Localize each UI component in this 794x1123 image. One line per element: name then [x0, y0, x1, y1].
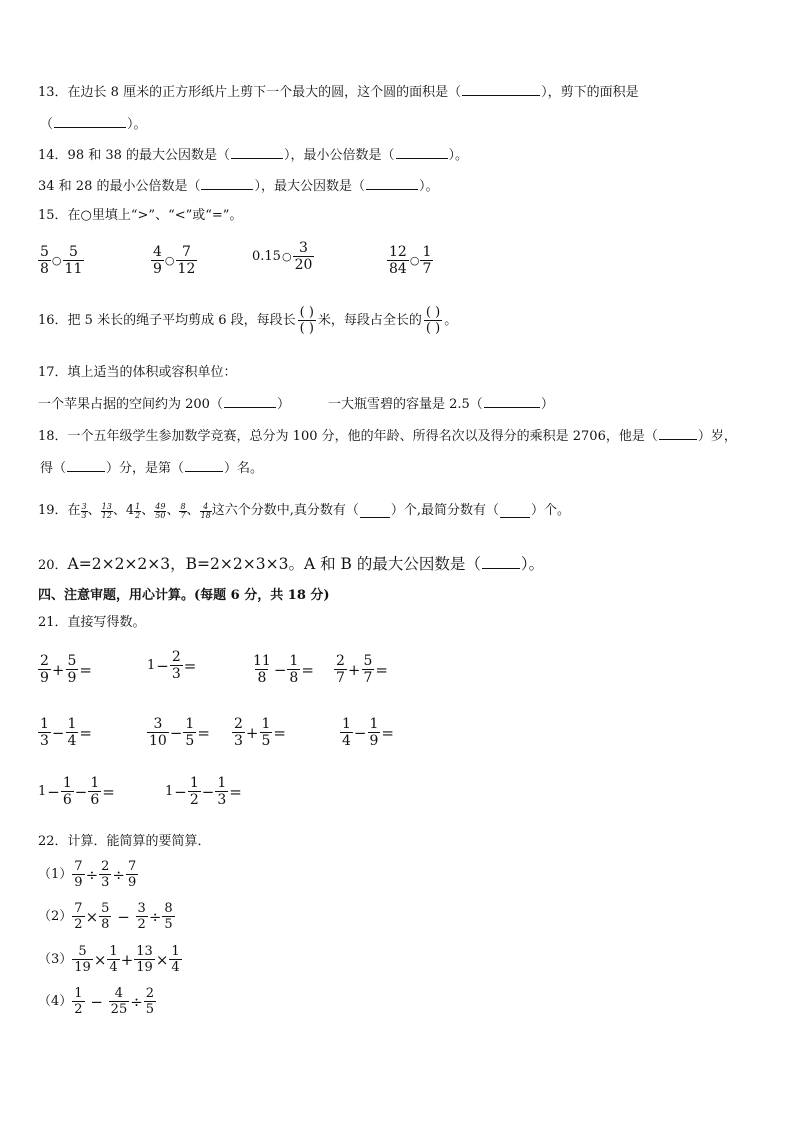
- calc-item: （4） $\frac{1}{2}$ − $\frac{4}{25}$ ÷ $\frac{2}{5}$: [38, 986, 155, 1017]
- question-21-title: 21．直接写得数。: [38, 615, 146, 630]
- compare-circle[interactable]: ○: [409, 254, 420, 267]
- calc-item: 1 − $\frac{1}{2}$ − $\frac{1}{3}$ =: [165, 775, 242, 808]
- calc-item: $\frac{2}{9}$ + $\frac{5}{9}$ =: [40, 653, 92, 686]
- answer-blank[interactable]: [366, 176, 418, 190]
- answer-blank[interactable]: [500, 504, 530, 518]
- question-14-line2: 34 和 28 的最小公倍数是（ ），最大公因数是（ ）。: [38, 176, 439, 196]
- calc-item: $\frac{1}{3}$ − $\frac{1}{4}$ =: [40, 716, 92, 749]
- answer-blank[interactable]: [484, 394, 540, 408]
- compare-circle[interactable]: ○: [51, 254, 62, 267]
- answer-blank[interactable]: [54, 114, 126, 128]
- section-4-title: 四、注意审题，用心计算。(每题 6 分，共 18 分): [38, 588, 330, 603]
- question-13-line1: 13．在边长 8 厘米的正方形纸片上剪下一个最大的圆，这个圆的面积是（ ），剪下的面积是: [38, 82, 639, 102]
- compare-item-3: 0.15 ○ $\frac{3}{20}$: [252, 240, 313, 273]
- question-20: 20．A=2×2×2×3，B=2×2×3×3。A 和 B 的最大公因数是（ ）。: [38, 555, 545, 573]
- calc-item: $\frac{2}{7}$ + $\frac{5}{7}$ =: [336, 653, 388, 686]
- calc-item: （2） $\frac{7}{2}$ × $\frac{5}{8}$ − $\frac{3}{2}$ ÷ $\frac{8}{5}$: [38, 901, 173, 932]
- calc-item: （1） $\frac{7}{9}$ ÷ $\frac{2}{3}$ ÷ $\frac{7}{9}$: [38, 859, 137, 890]
- answer-blank[interactable]: [201, 176, 253, 190]
- question-22-title: 22．计算．能简算的要简算．: [38, 834, 211, 849]
- question-14-line1: 14．98 和 38 的最大公因数是（ ），最小公倍数是（ ）。: [38, 145, 468, 165]
- calc-item: 1 − $\frac{1}{6}$ − $\frac{1}{6}$ =: [38, 775, 115, 808]
- answer-fraction-blank[interactable]: $\frac{( )}{( )}$: [299, 305, 314, 336]
- calc-item: 1 − $\frac{2}{3}$ =: [147, 649, 197, 682]
- question-17-a: 一个苹果占据的空间约为 200（ ）: [38, 394, 290, 414]
- question-16: 16．把 5 米长的绳子平均剪成 6 段，每段长 $\frac{( )}{( )}$ 米，每段占全长的 $\frac{( )}{( )}$ 。: [38, 305, 458, 336]
- calc-item: $\frac{3}{10}$ − $\frac{1}{5}$ =: [149, 716, 210, 749]
- compare-item-4: $\frac{12}{84}$ ○ $\frac{1}{7}$: [389, 244, 432, 277]
- question-17-title: 17．填上适当的体积或容积单位：: [38, 365, 237, 380]
- compare-item-2: $\frac{4}{9}$ ○ $\frac{7}{12}$: [153, 244, 196, 277]
- compare-circle[interactable]: ○: [281, 250, 292, 263]
- question-15-title: 15．在○里填上“>”、“<”或“=”。: [38, 208, 243, 223]
- calc-item: $\frac{2}{3}$ + $\frac{1}{5}$ =: [234, 716, 286, 749]
- answer-blank[interactable]: [396, 145, 448, 159]
- calc-item: $\frac{11}{8}$ − $\frac{1}{8}$ =: [253, 653, 314, 686]
- answer-blank[interactable]: [67, 458, 105, 472]
- answer-blank[interactable]: [231, 145, 283, 159]
- question-18-line2: 得（ ）分，是第（ ）名。: [40, 458, 263, 478]
- calc-item: （3） $\frac{5}{19}$ × $\frac{1}{4}$ + $\frac{13}{19}$ × $\frac{1}{4}$: [38, 944, 180, 975]
- answer-blank[interactable]: [224, 394, 276, 408]
- question-19: 19．在 $\frac{3}{3}$ 、 $\frac{13}{12}$ 、 4 $\frac{1}{2}$ 、 $\frac{49}{50}$ 、 $\frac{8}{7}$ 、 $\frac{4}{18}$ 这六个分数中,真分数有（ ）个,最简分数有（ ）个。: [38, 501, 571, 520]
- calc-item: $\frac{1}{4}$ − $\frac{1}{9}$ =: [342, 716, 394, 749]
- answer-blank[interactable]: [185, 458, 223, 472]
- compare-circle[interactable]: ○: [164, 254, 175, 267]
- question-13-line2: （ ）。: [40, 114, 147, 134]
- answer-blank[interactable]: [659, 426, 697, 440]
- compare-item-1: $\frac{5}{8}$ ○ $\frac{5}{11}$: [40, 244, 83, 277]
- answer-fraction-blank[interactable]: $\frac{( )}{( )}$: [425, 305, 441, 336]
- question-17-b: 一大瓶雪碧的容量是 2.5（ ）: [328, 394, 554, 414]
- question-18-line1: 18．一个五年级学生参加数学竞赛，总分为 100 分，他的年龄、所得名次以及得分的乘积是 2706，他是（ ）岁，: [38, 426, 737, 446]
- answer-blank[interactable]: [462, 82, 540, 96]
- answer-blank[interactable]: [482, 555, 520, 569]
- answer-blank[interactable]: [360, 504, 390, 518]
